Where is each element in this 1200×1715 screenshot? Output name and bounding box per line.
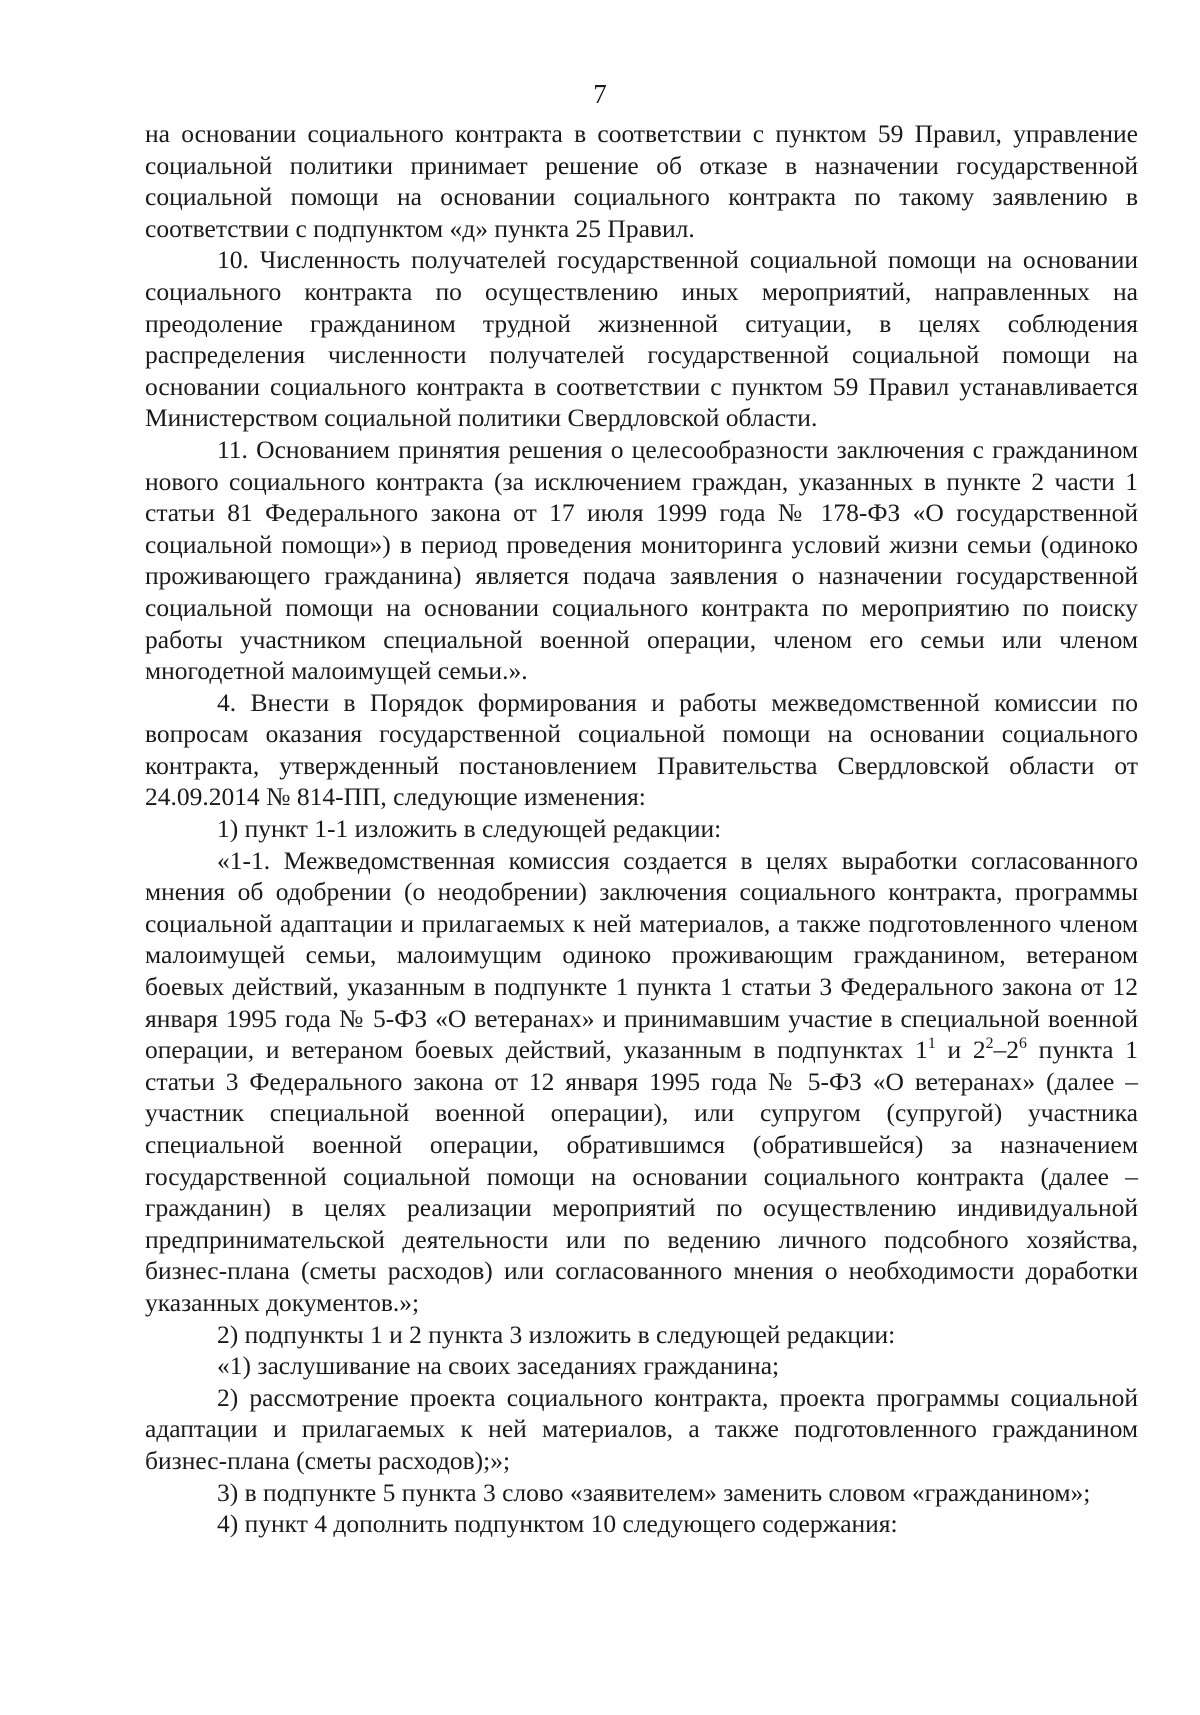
document-body xyxy=(145,118,1138,1540)
paragraph-item-10: 10. Численность получателей государственной социальной помощи на основании социального контракта по осуществлению иных мероприятий, направленных на преодоление гражданином трудной жизненной ситуации, в целях соблюдения распределения численности получателей государственной социальной помощи на основании социального контракта в соответствии с пунктом 59 Правил устанавливается Министерством социальной политики Свердловской области. xyxy=(145,245,1138,433)
clause-text-part-c: –2 xyxy=(993,1035,1019,1065)
superscript-1: 1 xyxy=(927,1035,936,1053)
clause-text-part-d: пункта 1 статьи 3 Федерального закона от 12 января 1995 года № 5-ФЗ «О ветеранах» (далее – участник специальной военной операции), или супругом (супругой) участника специальной военной операции, обратившимся (обратившейся) за назначением государственной социальной помощи на основании социального контракта (далее – гражданин) в целях реализации мероприятий по осуществлению индивидуальной предпринимательской деятельности или по ведению личного подсобного хозяйства, бизнес-плана (сметы расходов) или согласованного мнения о необходимости доработки указанных документов.»; xyxy=(145,1035,1138,1317)
paragraph-section-4: 4. Внести в Порядок формирования и работы межведомственной комиссии по вопросам оказания государственной социальной помощи на основании социального контракта, утвержденный постановлением Правительства Свердловской области от 24.09.2014 № 814-ПП, следующие изменения: xyxy=(145,687,1138,812)
paragraph-subitem-4: 4) пункт 4 дополнить подпунктом 10 следующего содержания: xyxy=(217,1509,898,1539)
paragraph-quoted-2: 2) рассмотрение проекта социального контракта, проекта программы социальной адаптации и прилагаемых к ней материалов, а также подготовленного гражданином бизнес-плана (сметы расходов);»; xyxy=(145,1382,1138,1475)
paragraph-item-11: 11. Основанием принятия решения о целесообразности заключения с гражданином нового социального контракта (за исключением граждан, указанных в пункте 2 части 1 статьи 81 Федерального закона от 17 июля 1999 года № 178-ФЗ «О государственной социальной помощи») в период проведения мониторинга условий жизни семьи (одиноко проживающего гражданина) является подача заявления о назначении государственной социальной помощи на основании социального контракта по мероприятию по поиску работы участником специальной военной операции, членом его семьи или членом многодетной малоимущей семьи.». xyxy=(145,434,1138,686)
paragraph-subitem-3: 3) в подпункте 5 пункта 3 слово «заявителем» заменить словом «гражданином»; xyxy=(217,1477,1091,1507)
clause-text-part-a: «1-1. Межведомственная комиссия создается в целях выработки согласованного мнения об одобрении (о неодобрении) заключения социального контракта, программы социальной адаптации и прилагаемых к ней материалов, а также подготовленного членом малоимущей семьи, малоимущим одиноко проживающим гражданином, ветераном боевых действий, указанным в подпункте 1 пункта 1 статьи 3 Федерального закона от 12 января 1995 года № 5-ФЗ «О ветеранах» и принимавшим участие в специальной военной операции, и ветераном боевых действий, указанным в подпунктах 1 xyxy=(145,845,1138,1065)
clause-text-part-b: и 2 xyxy=(935,1035,986,1065)
superscript-6: 6 xyxy=(1019,1035,1027,1053)
paragraph-continuation: на основании социального контракта в соответствии с пунктом 59 Правил, управление социальной политики принимает решение об отказе в назначении государственной социальной помощи на основании социального контракта по такому заявлению в соответствии с подпунктом «д» пункта 25 Правил. xyxy=(145,119,1138,243)
page-number: 7 xyxy=(593,79,607,109)
paragraph-clause-1-1 xyxy=(145,845,1138,1319)
paragraph-subitem-2: 2) подпункты 1 и 2 пункта 3 изложить в следующей редакции: xyxy=(217,1319,896,1349)
superscript-2: 2 xyxy=(985,1035,994,1053)
paragraph-quoted-1: «1) заслушивание на своих заседаниях гражданина; xyxy=(217,1351,780,1381)
paragraph-subitem-1: 1) пункт 1-1 изложить в следующей редакции: xyxy=(217,814,722,844)
